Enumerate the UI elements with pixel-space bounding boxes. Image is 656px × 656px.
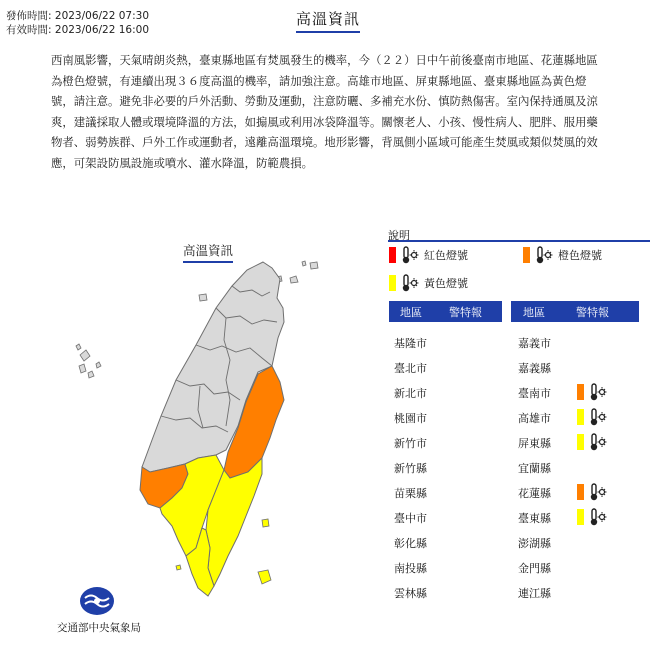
thermometer-sun-icon <box>588 432 608 452</box>
red-swatch <box>389 247 396 263</box>
table-row: 臺南市 <box>518 386 551 400</box>
island-green <box>262 519 269 527</box>
yellow-warning-swatch <box>577 509 584 525</box>
table-row: 彰化縣 <box>394 536 427 550</box>
valid-time <box>6 23 149 37</box>
table-row: 新北市 <box>394 386 427 400</box>
thermometer-sun-icon <box>534 245 554 265</box>
page-title: 高溫資訊 <box>296 8 360 33</box>
valid-value: 2023/06/22 16:00 <box>54 24 150 36</box>
right-table-header <box>511 301 639 322</box>
col-warning-right: 警特報 <box>576 305 609 319</box>
yellow-warning-swatch <box>577 434 584 450</box>
thermometer-sun-icon <box>588 507 608 527</box>
left-table-header <box>389 301 502 322</box>
orange-warning-swatch <box>577 384 584 400</box>
table-row: 金門縣 <box>518 561 551 575</box>
table-row: 臺中市 <box>394 511 427 525</box>
legend-red <box>389 245 468 265</box>
table-row: 澎湖縣 <box>518 536 551 550</box>
island-liuqiu <box>176 565 181 570</box>
penghu-islands <box>76 344 101 378</box>
issued-time <box>6 9 149 23</box>
legend-yellow <box>389 273 468 293</box>
thermometer-sun-icon <box>588 382 608 402</box>
legend-title: 說明 <box>388 229 410 242</box>
table-row: 臺北市 <box>394 361 427 375</box>
issued-label: 發佈時間: <box>6 10 52 22</box>
table-row: 桃園市 <box>394 411 427 425</box>
map-title: 高溫資訊 <box>183 241 233 263</box>
legend-red-label: 紅色燈號 <box>424 249 468 262</box>
legend-orange <box>523 245 602 265</box>
legend-orange-label: 橙色燈號 <box>558 249 602 262</box>
col-warning-left: 警特報 <box>449 305 482 319</box>
col-region-right: 地區 <box>523 305 545 319</box>
thermometer-sun-icon <box>400 245 420 265</box>
table-row: 宜蘭縣 <box>518 461 551 475</box>
issued-value: 2023/06/22 07:30 <box>54 10 150 22</box>
island-orchid <box>258 570 271 584</box>
taiwan-map <box>60 255 380 600</box>
table-row: 連江縣 <box>518 586 551 600</box>
legend-divider <box>388 240 650 242</box>
table-row: 嘉義縣 <box>518 361 551 375</box>
table-row: 臺東縣 <box>518 511 551 525</box>
table-row: 屏東縣 <box>518 436 551 450</box>
table-row: 南投縣 <box>394 561 427 575</box>
legend-yellow-label: 黃色燈號 <box>424 277 468 290</box>
table-row: 花蓮縣 <box>518 486 551 500</box>
agency-name: 交通部中央氣象局 <box>57 622 141 634</box>
table-row: 新竹縣 <box>394 461 427 475</box>
col-region-left: 地區 <box>400 305 422 319</box>
bulletin-text: 西南風影響，天氣晴朗炎熱，臺東縣地區有焚風發生的機率，今（２２）日中午前後臺南市地區、花蓮縣地區為橙色燈號，有連續出現３６度高溫的機率，請加強注意。高雄市地區、屏東縣地區、臺東縣地區為黃色燈號，請注意。避免非必要的戶外活動、勞動及運動，注意防曬、多補充水份、慎防熱傷害。室內保持通風及涼爽，建議採取人體或環境降溫的方法，如搧風或利用冰袋降溫等。關懷老人、小孩、慢性病人、肥胖、服用藥物者、弱勢族群、戶外工作或運動者，遠離高溫環境。地形影響，背風側小區域可能產生焚風或類似焚風的效應，可架設防風設施或噴水、灌水降溫，防範農損。 <box>51 53 598 170</box>
yellow-swatch <box>389 275 396 291</box>
issue-info <box>6 9 149 37</box>
table-row: 高雄市 <box>518 411 551 425</box>
thermometer-sun-icon <box>400 273 420 293</box>
table-row: 苗栗縣 <box>394 486 427 500</box>
orange-swatch <box>523 247 530 263</box>
cwa-logo <box>79 586 115 616</box>
valid-label: 有效時間: <box>6 24 52 36</box>
table-row: 雲林縣 <box>394 586 427 600</box>
thermometer-sun-icon <box>588 482 608 502</box>
thermometer-sun-icon <box>588 407 608 427</box>
table-row: 嘉義市 <box>518 336 551 350</box>
table-row: 新竹市 <box>394 436 427 450</box>
yellow-warning-swatch <box>577 409 584 425</box>
table-row: 基隆市 <box>394 336 427 350</box>
orange-warning-swatch <box>577 484 584 500</box>
